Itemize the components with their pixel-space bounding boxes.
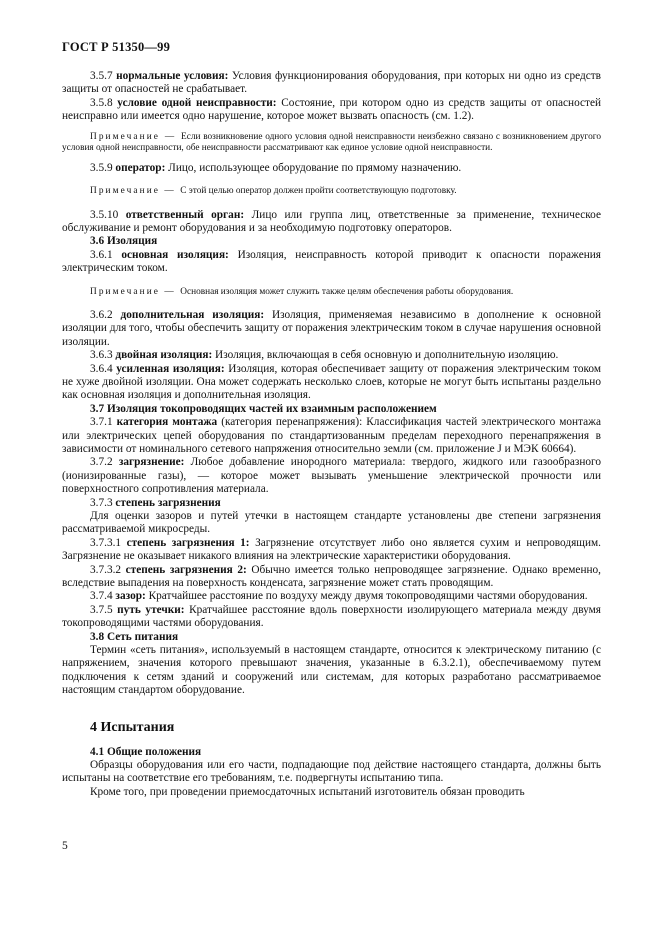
term: степень загрязнения 2: [125,563,247,576]
section-4-1-heading: 4.1 Общие положения [90,745,202,758]
clause-3-7-5: 3.7.5 путь утечки: Кратчайшее расстояние вдоль поверхности изолирующего материала между двумя токопроводящими частями оборудования. [62,603,601,630]
term: основная изоляция: [121,248,229,261]
clause-3-8-text: Термин «сеть питания», используемый в настоящем стандарте, относится к электрическому питанию (с напряжением, значения которого превышают значения, указанные в 6.3.2.1), обеспечиваемому путем подключения к сетям зданий и сооружений или системам, для которых разработано рассматриваемое настоящим стандартом оборудование. [62,644,601,697]
clause-3-6-3: 3.6.3 двойная изоляция: Изоляция, включающая в себя основную и дополнительную изоляцию. [90,349,559,362]
term: условие одной неисправности: [117,96,277,109]
clause-3-6-4: 3.6.4 усиленная изоляция: Изоляция, которая обеспечивает защиту от поражения электрическим током не хуже двойной изоляции. Она может содержать несколько слоев, которые не могут быть испытаны раздельно как основная изоляция и дополнительная изоляция. [62,362,601,402]
clause-4-1-text-b: Кроме того, при проведении приемосдаточных испытаний изготовитель обязан проводить [90,785,525,798]
clause-3-7-4: 3.7.4 зазор: Кратчайшее расстояние по воздуху между двумя токопроводящими частями оборудования. [90,590,588,603]
term: категория монтажа [116,416,218,429]
term: путь утечки: [117,603,185,616]
term: двойная изоляция: [115,349,213,362]
clause-3-5-8: 3.5.8 условие одной неисправности: Состояние, при котором одно из средств защиты от опасностей неисправно или имеется одно нарушение, которое может вызвать опасность (см. 1.2). [62,96,602,123]
clause-3-6-2: 3.6.2 дополнительная изоляция: Изоляция, применяемая независимо в дополнение к основной изоляции для того, чтобы обеспечить защиту от поражения электрическим током в случае нарушения основной изоляции. [62,308,601,348]
document-header: ГОСТ Р 51350—99 [62,40,171,54]
clause-3-5-7: 3.5.7 нормальные условия: Условия функционирования оборудования, при которых ни одно из средств защиты от опасностей не срабатывает. [62,70,601,96]
clause-3-5-9: 3.5.9 оператор: Лицо, использующее оборудование по прямому назначению. [90,162,462,175]
section-3-6-heading: 3.6 Изоляция [90,235,158,248]
document-body [62,70,601,799]
section-3-7-heading: 3.7 Изоляция токопроводящих частей их взаимным расположением [90,402,437,415]
page-number: 5 [62,840,68,852]
clause-3-7-3-1: 3.7.3.1 степень загрязнения 1: Загрязнение отсутствует либо оно является сухим и непроводящим. Загрязнение не оказывает никакого влияния на электрические характеристики оборудования. [62,536,601,563]
clause-3-7-3-text: Для оценки зазоров и путей утечки в настоящем стандарте установлены две степени загрязнения рассматриваемой микросреды. [62,509,601,536]
term: дополнительная изоляция: [120,308,265,321]
term: усиленная изоляция: [116,362,225,375]
clause-3-5-10: 3.5.10 ответственный орган: Лицо или группа лиц, ответственные за применение, техническое обслуживание и ремонт оборудования и за необходимую подготовку операторов. [62,208,601,235]
term: нормальные условия: [116,70,229,82]
note-2: Примечание — С этой целью оператор должен пройти соответствующую подготовку. [90,186,457,197]
clause-3-7-3-2: 3.7.3.2 степень загрязнения 2: Обычно имеется только непроводящее загрязнение. Однако временно, вследствие выпадения на поверхность конденсата, загрязнение может стать проводящим. [62,563,602,589]
section-4-heading: 4 Испытания [90,719,175,735]
term: ответственный орган: [125,208,245,221]
clause-4-1-text-a: Образцы оборудования или его части, подпадающие под действие настоящего стандарта, должны быть испытаны на соответствие его требованиям, т.е. подвергнуты испытанию типа. [62,759,601,785]
clause-3-7-1: 3.7.1 категория монтажа (категория перенапряжения): Классификация частей электрического монтажа или электрических цепей оборудования по стандартизованным пределам переходного перенапряжения в зависимости от номинального сетевого напряжения относительно земли (см. приложение J и МЭК 60664). [62,416,601,455]
note-1: Примечание — Если возникновение одного условия одной неисправности неизбежно связано с возникновением другого условия одной неисправности, обе неисправности рассматривают как единое условие одной неисправности. [62,131,601,153]
note-3: Примечание — Основная изоляция может служить также целям обеспечения работы оборудования. [90,286,514,297]
term: зазор: [115,590,146,603]
clause-3-7-3: 3.7.3 степень загрязнения [90,496,221,509]
term: оператор: [115,162,166,175]
clause-3-6-1: 3.6.1 основная изоляция: Изоляция, неисправность которой приводит к опасности поражения электрическим током. [62,248,602,275]
term: загрязнение: [118,456,185,469]
clause-3-7-2: 3.7.2 загрязнение: Любое добавление инородного материала: твердого, жидкого или газообразного (ионизированные газы), — которое может вызывать уменьшение электрической прочности или поверхностного сопротивления материала. [62,456,602,496]
term: степень загрязнения [115,496,221,509]
term: степень загрязнения 1: [126,536,250,549]
section-3-8-heading: 3.8 Сеть питания [90,630,179,643]
